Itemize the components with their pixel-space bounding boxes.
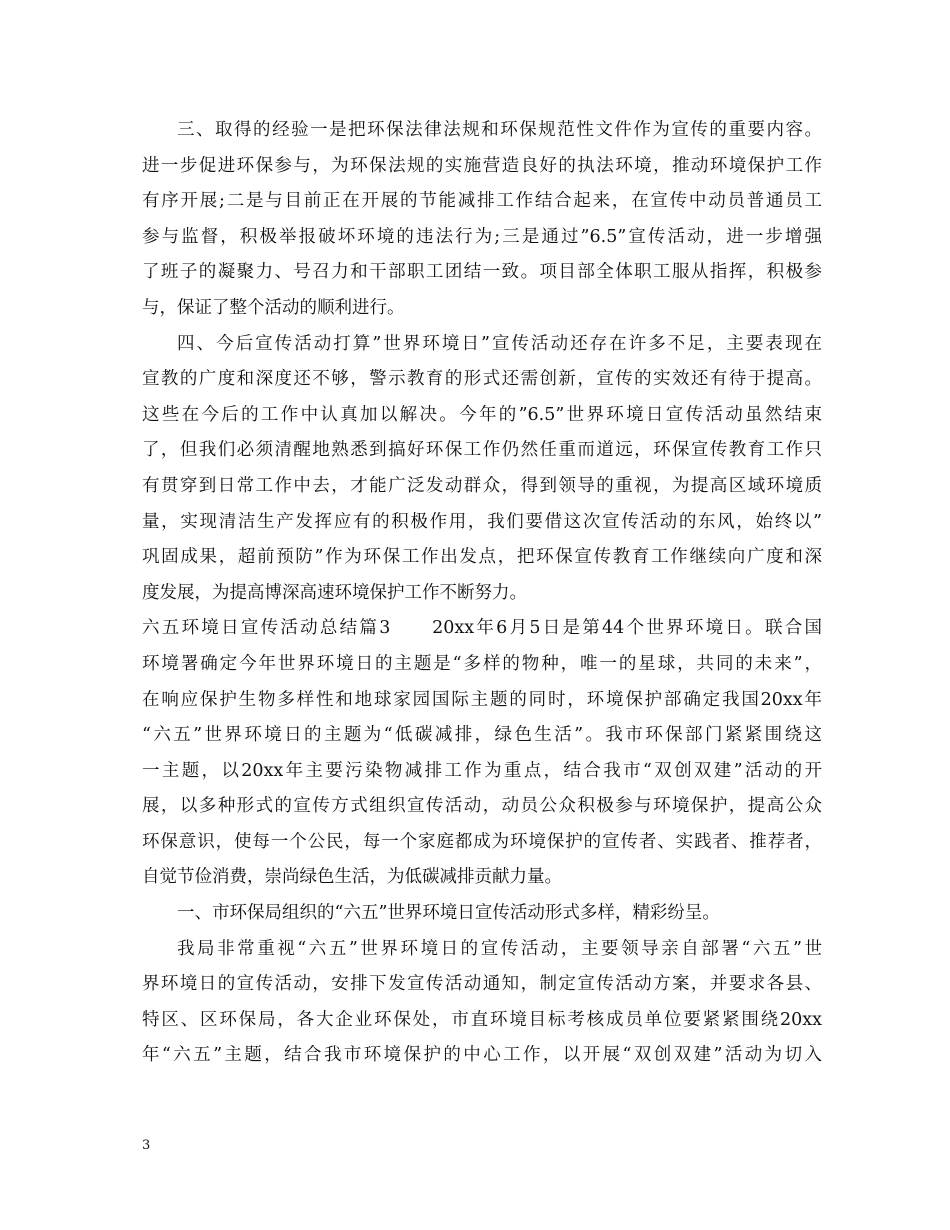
paragraph-line: 量，实现清洁生产发挥应有的积极作用，我们要借这次宣传活动的东风，始终以”	[142, 511, 822, 532]
paragraph-line: 环保意识，使每一个公民，每一个家庭都成为环境保护的宣传者、实践者、推荐者，	[142, 831, 822, 852]
paragraph-line: 一主题，以20xx年主要污染物减排工作为重点，结合我市“双创双建”活动的开	[142, 760, 822, 781]
paragraph-line: 这些在今后的工作中认真加以解决。今年的”6.5”世界环境日宣传活动虽然结束	[142, 404, 822, 425]
paragraph-line: 三、取得的经验一是把环保法律法规和环保规范性文件作为宣传的重要内容。	[177, 120, 822, 140]
paragraph-line: 与，保证了整个活动的顺利进行。	[142, 297, 405, 318]
paragraph-line: 界环境日的宣传活动，安排下发宣传活动通知，制定宣传活动方案，并要求各县、	[142, 974, 822, 995]
page-number: 3	[142, 1138, 151, 1153]
paragraph-line: 宣教的广度和深度还不够，警示教育的形式还需创新，宣传的实效还有待于提高。	[142, 369, 822, 390]
paragraph-line: 自觉节俭消费，崇尚绿色生活，为低碳减排贡献力量。	[142, 867, 562, 888]
paragraph-line: 环境署确定今年世界环境日的主题是“多样的物种，唯一的星球，共同的未来”，	[142, 653, 822, 674]
paragraph-line: 了，但我们必须清醒地熟悉到搞好环保工作仍然任重而道远，环保宣传教育工作只	[142, 440, 822, 461]
paragraph-line: 四、今后宣传活动打算”世界环境日”宣传活动还存在许多不足，主要表现在	[177, 333, 822, 354]
paragraph-line: 了班子的凝聚力、号召力和干部职工团结一致。项目部全体职工服从指挥，积极参	[142, 262, 822, 283]
paragraph-line: 我局非常重视“六五”世界环境日的宣传活动，主要领导亲自部署“六五”世	[177, 938, 822, 959]
paragraph-line: 有序开展;二是与目前正在开展的节能减排工作结合起来，在宣传中动员普通员工	[142, 191, 822, 212]
paragraph-line: 巩固成果，超前预防”作为环保工作出发点，把环保宣传教育工作继续向广度和深	[142, 547, 822, 568]
paragraph-line: 参与监督，积极举报破坏环境的违法行为;三是通过”6.5”宣传活动，进一步增强	[142, 226, 822, 247]
paragraph-line: 在响应保护生物多样性和地球家园国际主题的同时，环境保护部确定我国20xx年	[142, 689, 822, 710]
body-text	[142, 113, 822, 1074]
paragraph-line: 度发展，为提高博深高速环境保护工作不断努力。	[142, 582, 527, 603]
paragraph-line: 有贯穿到日常工作中去，才能广泛发动群众，得到领导的重视，为提高区域环境质	[142, 475, 822, 496]
paragraph-line: 进一步促进环保参与，为环保法规的实施营造良好的执法环境，推动环境保护工作	[142, 155, 822, 176]
section-heading-line: 六五环境日宣传活动总结篇3 20xx年6月5日是第44个世界环境日。联合国	[142, 618, 822, 639]
paragraph-line: 展，以多种形式的宣传方式组织宣传活动，动员公众积极参与环境保护，提高公众	[142, 796, 822, 817]
paragraph-line: 特区、区环保局，各大企业环保处，市直环境目标考核成员单位要紧紧围绕20xx	[142, 1009, 822, 1030]
paragraph-line: 一、市环保局组织的“六五”世界环境日宣传活动形式多样，精彩纷呈。	[177, 903, 720, 924]
paragraph-line: 年“六五”主题，结合我市环境保护的中心工作，以开展“双创双建”活动为切入	[142, 1045, 822, 1066]
paragraph-line: “六五”世界环境日的主题为“低碳减排，绿色生活”。我市环保部门紧紧围绕这	[142, 725, 822, 746]
